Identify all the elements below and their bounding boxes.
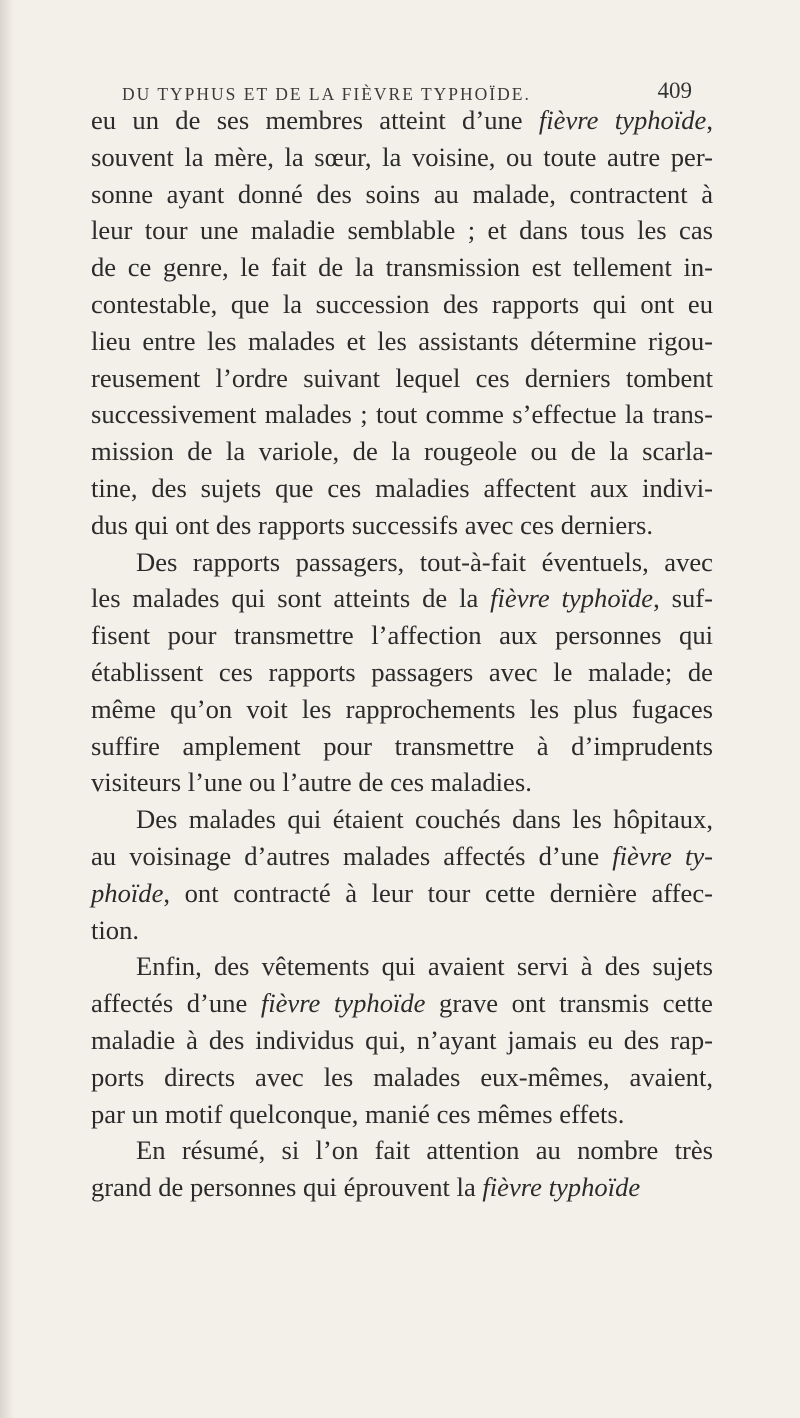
line-text: de ce genre, le fait de la transmission est tellement in- [91,252,713,283]
text-line [91,875,713,912]
text-line [91,1096,713,1133]
line-text: Enfin, des vêtements qui avaient servi à des sujets [136,951,713,982]
text-line [91,654,713,691]
text-line [91,1022,713,1059]
text-line [91,212,713,249]
text-line [91,470,713,507]
body-text [91,102,713,1206]
text-line [91,838,713,875]
running-head: DU TYPHUS ET DE LA FIÈVRE TYPHOÏDE. [122,84,531,104]
line-text: , ont contracté à leur tour cette dernière affec- [163,877,713,908]
line-text: les malades qui sont atteints de la [91,583,491,614]
text-line [91,544,713,581]
italic-term: fièvre typhoïde [482,1172,641,1203]
line-text: tion. [91,914,140,945]
line-text: successivement malades ; tout comme s’effectue la trans- [91,399,713,430]
text-line [91,1169,713,1206]
line-text: affectés d’une [91,988,261,1019]
line-text: établissent ces rapports passagers avec le malade; de [91,656,713,687]
italic-term: fièvre typhoïde [260,988,426,1019]
page-edge-shadow [0,0,14,1418]
line-text: reusement l’ordre suivant lequel ces derniers tombent [91,362,713,393]
text-line [91,139,713,176]
text-line [91,580,713,617]
text-line [91,396,713,433]
text-line [91,985,713,1022]
line-text: Des rapports passagers, tout-à-fait éventuels, avec [136,546,713,577]
line-text: dus qui ont des rapports successifs avec ces derniers. [91,509,654,540]
italic-term: phoïde [91,877,164,908]
line-text: visiteurs l’une ou l’autre de ces maladies. [91,767,532,798]
line-text: même qu’on voit les rapprochements les plus fugaces [91,693,713,724]
text-line [91,286,713,323]
line-text: grand de personnes qui éprouvent la [91,1172,483,1203]
line-text: , suf- [653,583,713,614]
line-text: contestable, que la succession des rapports qui ont eu [91,288,713,319]
line-text: Des malades qui étaient couchés dans les hôpitaux, [136,804,713,835]
line-text: grave ont transmis cette [425,988,713,1019]
italic-term: fièvre typhoïde [538,105,707,135]
line-text: leur tour une maladie semblable ; et dans tous les cas [91,215,713,246]
text-line [91,433,713,470]
line-text: sonne ayant donné des soins au malade, contractent à [91,178,713,209]
text-line [91,1132,713,1169]
page-number: 409 [657,78,692,103]
text-line [91,912,713,949]
line-text: , [706,105,713,135]
text-line [91,617,713,654]
line-text: souvent la mère, la sœur, la voisine, ou toute autre per- [91,141,713,172]
line-text: tine, des sujets que ces maladies affectent aux indivi- [91,472,713,503]
italic-term: fièvre typhoïde [490,583,654,614]
text-line [91,323,713,360]
text-line [91,764,713,801]
line-text: eu un de ses membres atteint d’une [91,105,539,135]
text-line [91,176,713,213]
line-text: suffire amplement pour transmettre à d’imprudents [91,730,713,761]
line-text: En résumé, si l’on fait attention au nombre très [136,1135,713,1166]
line-text: ports directs avec les malades eux-mêmes, avaient, [91,1061,713,1092]
text-line [91,1059,713,1096]
text-line [91,948,713,985]
line-text: au voisinage d’autres malades affectés d’une [91,840,613,871]
text-line [91,249,713,286]
line-text: lieu entre les malades et les assistants détermine rigou- [91,325,713,356]
text-line [91,801,713,838]
line-text: mission de la variole, de la rougeole ou de la scarla- [91,436,713,467]
text-line [91,507,713,544]
text-line [91,691,713,728]
line-text: fisent pour transmettre l’affection aux personnes qui [91,620,713,651]
line-text: maladie à des individus qui, n’ayant jamais eu des rap- [91,1024,713,1055]
text-line [91,102,713,139]
text-line [91,728,713,765]
italic-term: fièvre ty- [612,840,714,871]
line-text: par un motif quelconque, manié ces mêmes effets. [91,1098,625,1129]
text-line [91,360,713,397]
